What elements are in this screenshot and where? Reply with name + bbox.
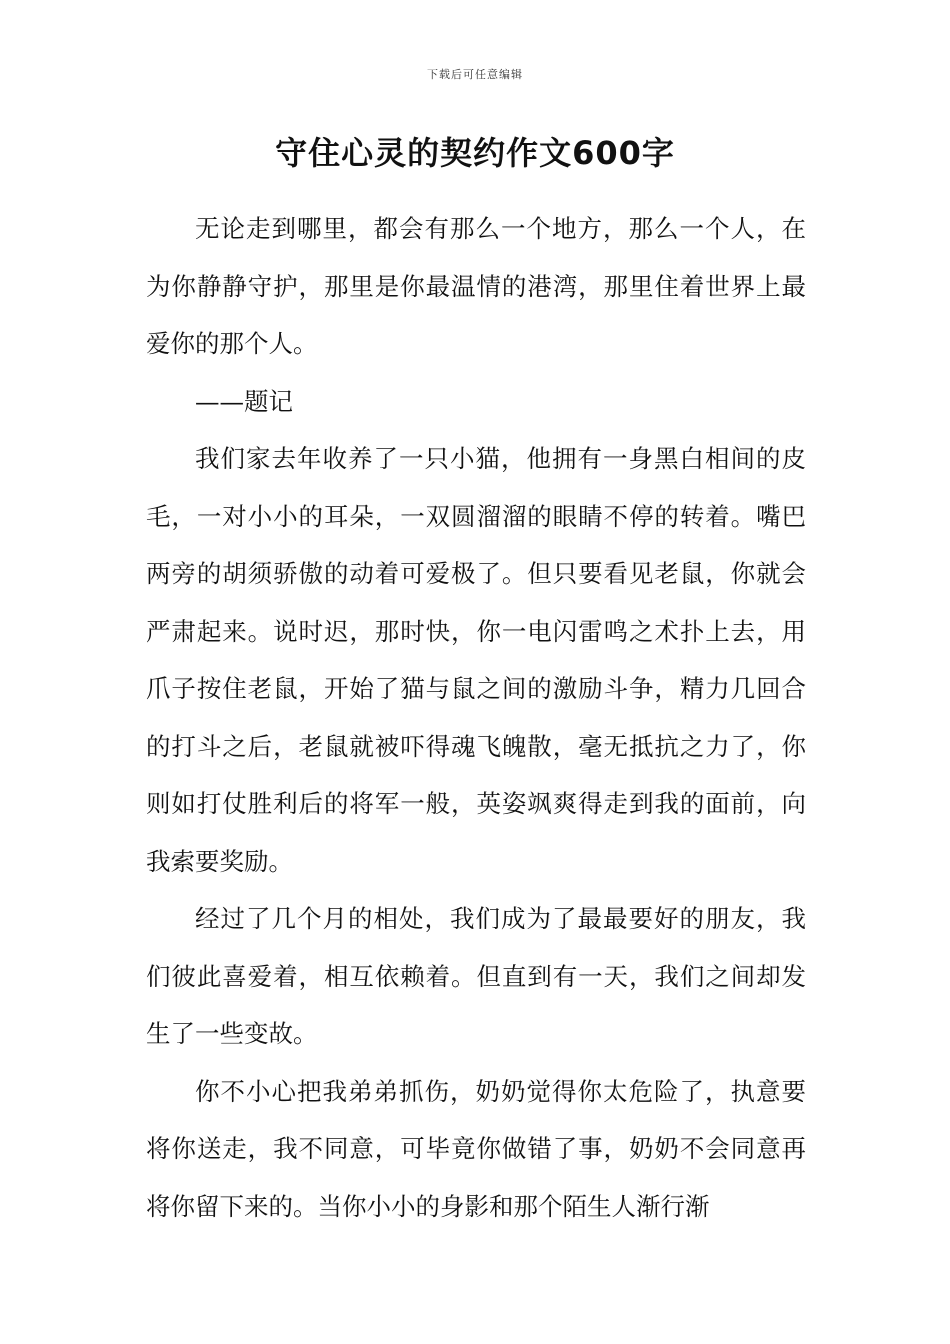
document-body — [146, 200, 806, 1235]
document-title: 守住心灵的契约作文600字 — [275, 134, 675, 172]
paragraph-incident: 你不小心把我弟弟抓伤，奶奶觉得你太危险了，执意要将你送走，我不同意，可毕竟你做错了事，奶奶不会同意再将你留下来的。当你小小的身影和那个陌生人渐行渐 — [146, 1076, 806, 1221]
paragraph-cat-description: 我们家去年收养了一只小猫，他拥有一身黑白相间的皮毛，一对小小的耳朵，一双圆溜溜的眼睛不停的转着。嘴巴两旁的胡须骄傲的动着可爱极了。但只要看见老鼠，你就会严肃起来。说时迟，那时快，你一电闪雷鸣之术扑上去，用爪子按住老鼠，开始了猫与鼠之间的激励斗争，精力几回合的打斗之后，老鼠就被吓得魂飞魄散，毫无抵抗之力了，你则如打仗胜利后的将军一般，英姿飒爽得走到我的面前，向我索要奖励。 — [146, 444, 806, 876]
paragraph-intro: 无论走到哪里，都会有那么一个地方，那么一个人，在为你静静守护，那里是你最温情的港湾，那里住着世界上最爱你的那个人。 — [146, 214, 806, 358]
paragraph-epigraph-attribution: ——题记 — [195, 386, 293, 416]
paragraph-friendship: 经过了几个月的相处，我们成为了最最要好的朋友，我们彼此喜爱着，相互依赖着。但直到有一天，我们之间却发生了一些变故。 — [146, 904, 806, 1048]
header-note: 下载后可任意编辑 — [427, 68, 523, 81]
